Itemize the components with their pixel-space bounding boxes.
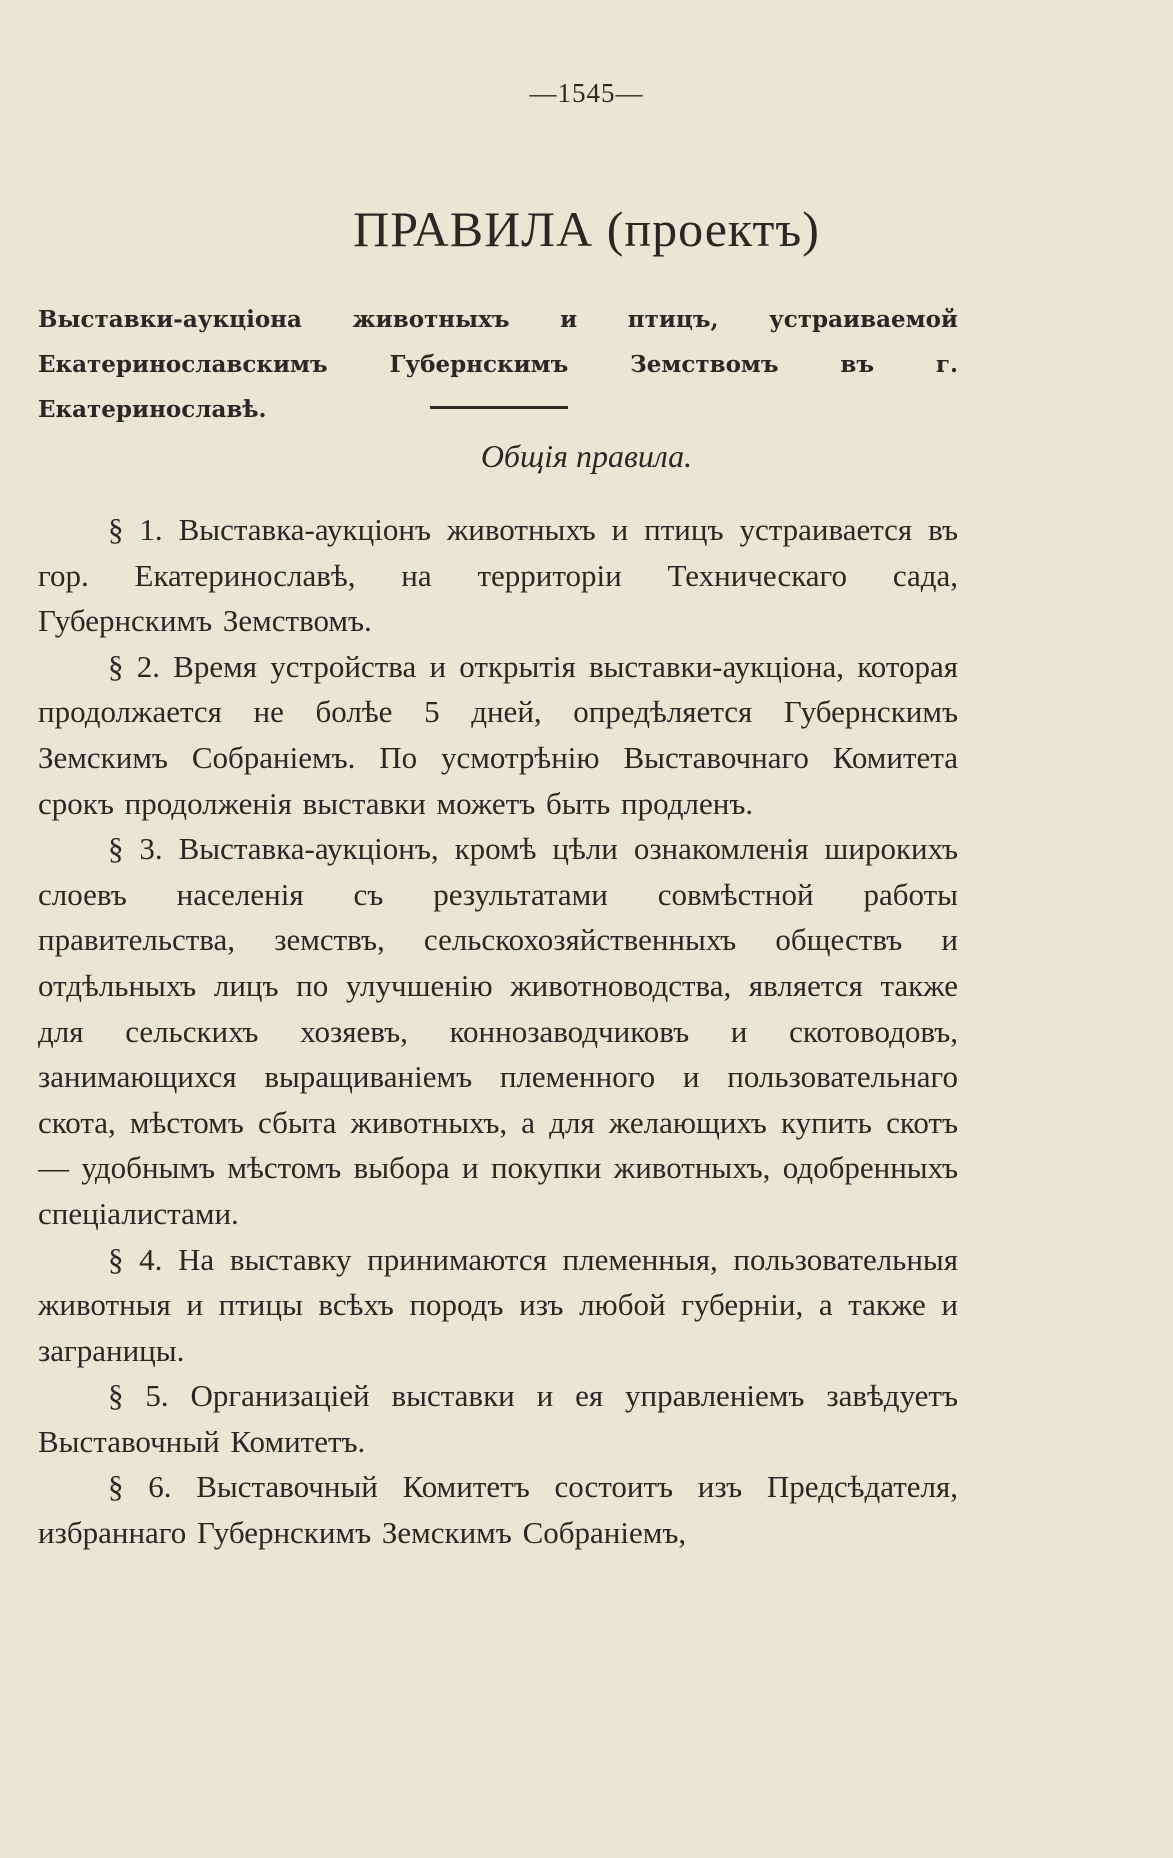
paragraph-1: § 1. Выставка-аукціонъ животныхъ и птицъ устраивается въ гор. Екатеринославѣ, на территоріи Техническаго сада, Губернскимъ Земствомъ. bbox=[38, 512, 958, 639]
section-heading: Общія правила. bbox=[480, 438, 693, 474]
paragraph-6: § 6. Выставочный Комитетъ состоитъ изъ Предсѣдателя, избраннаго Губернскимъ Земскимъ Собраніемъ, bbox=[38, 1469, 958, 1551]
document-subtitle: Выставки-аукціона животныхъ и птицъ, устраиваемой Екатеринославскимъ Губернскимъ Земствомъ въ г. Екатеринославѣ. bbox=[38, 306, 958, 423]
paragraph-4: § 4. На выставку принимаются племенныя, пользовательныя животныя и птицы всѣхъ породъ изъ любой губерніи, а также и заграницы. bbox=[38, 1241, 958, 1368]
document-title: ПРАВИЛА (проектъ) bbox=[353, 201, 820, 257]
paragraph-2: § 2. Время устройства и открытія выставки-аукціона, которая продолжается не болѣе 5 дней, опредѣляется Губернскимъ Земскимъ Собраніемъ. По усмотрѣнію Выставочнаго Комитета срокъ продолженія выставки можетъ быть продленъ. bbox=[38, 648, 958, 821]
page-number: —1545— bbox=[529, 78, 644, 108]
divider-rule bbox=[430, 406, 568, 409]
paragraph-5: § 5. Организаціей выставки и ея управленіемъ завѣдуетъ Выставочный Комитетъ. bbox=[38, 1378, 958, 1459]
body-text bbox=[38, 507, 958, 1556]
paragraph-3: § 3. Выставка-аукціонъ, кромѣ цѣли ознакомленія широкихъ слоевъ населенія съ результатами совмѣстной работы правительства, земствъ, сельскохозяйственныхъ обществъ и отдѣльныхъ лицъ по улучшенію животноводства, является также для сельскихъ хозяевъ, коннозаводчиковъ и скотоводовъ, занимающихся выращиваніемъ племенного и пользовательнаго скота, мѣстомъ сбыта животныхъ, а для желающихъ купить скотъ— удобнымъ мѣстомъ выбора и покупки животныхъ, одобренныхъ спеціалистами. bbox=[38, 831, 958, 1231]
